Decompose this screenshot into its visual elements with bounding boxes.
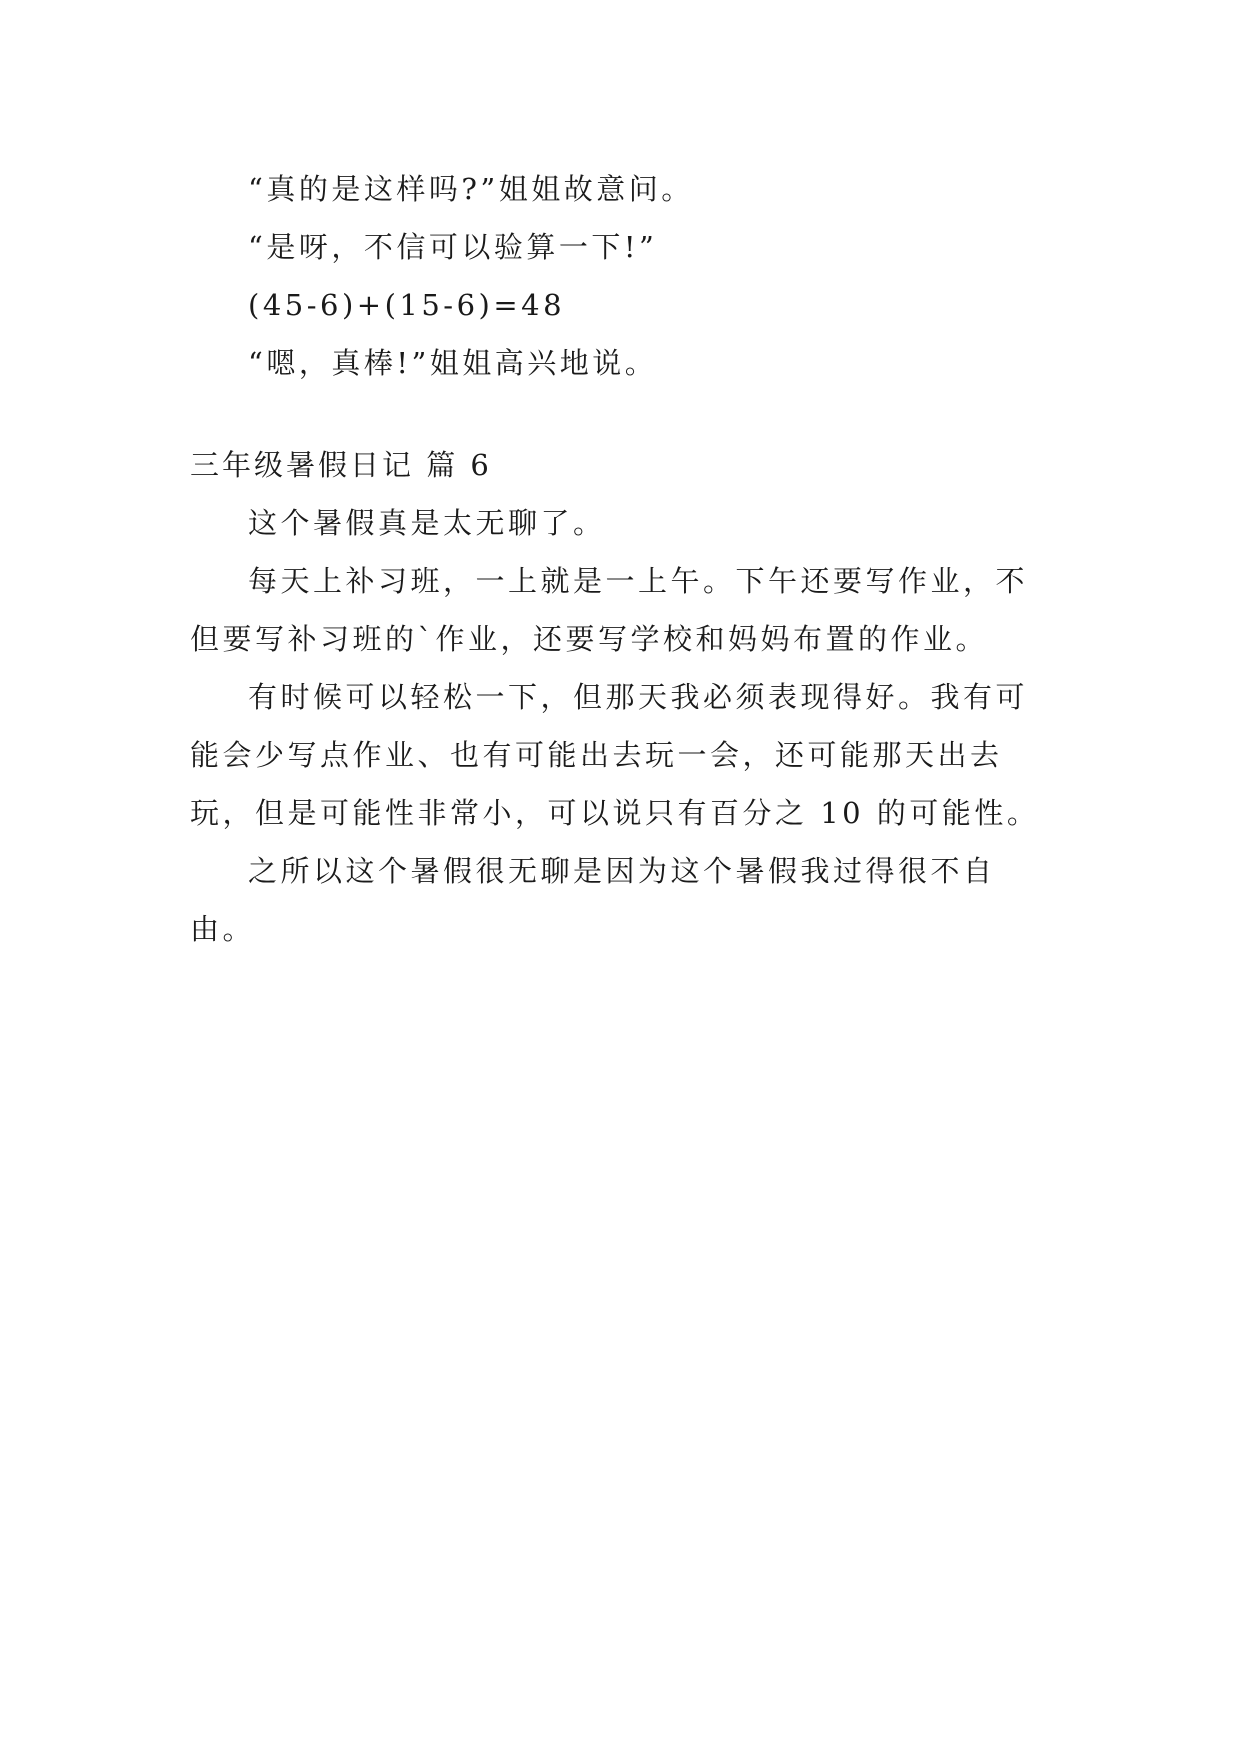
- paragraph: 每天上补习班，一上就是一上午。下午还要写作业，不但要写补习班的`作业，还要写学校和妈妈布置的作业。: [190, 564, 1029, 656]
- paragraph: 有时候可以轻松一下，但那天我必须表现得好。我有可能会少写点作业、也有可能出去玩一会，还可能那天出去玩，但是可能性非常小，可以说只有百分之 10 的可能性。: [190, 680, 1040, 830]
- formula-paragraph: (45-6)+(15-6)=48: [248, 288, 566, 322]
- paragraph: “真的是这样吗?”姐姐故意问。: [248, 172, 694, 206]
- paragraph: 之所以这个暑假很无聊是因为这个暑假我过得很不自由。: [190, 854, 996, 946]
- paragraph: “嗯，真棒!”姐姐高兴地说。: [248, 346, 658, 380]
- paragraph: 这个暑假真是太无聊了。: [248, 506, 606, 540]
- paragraph: “是呀，不信可以验算一下!”: [248, 230, 658, 264]
- section-heading: 三年级暑假日记 篇 6: [190, 448, 492, 482]
- document-body: [190, 160, 1060, 958]
